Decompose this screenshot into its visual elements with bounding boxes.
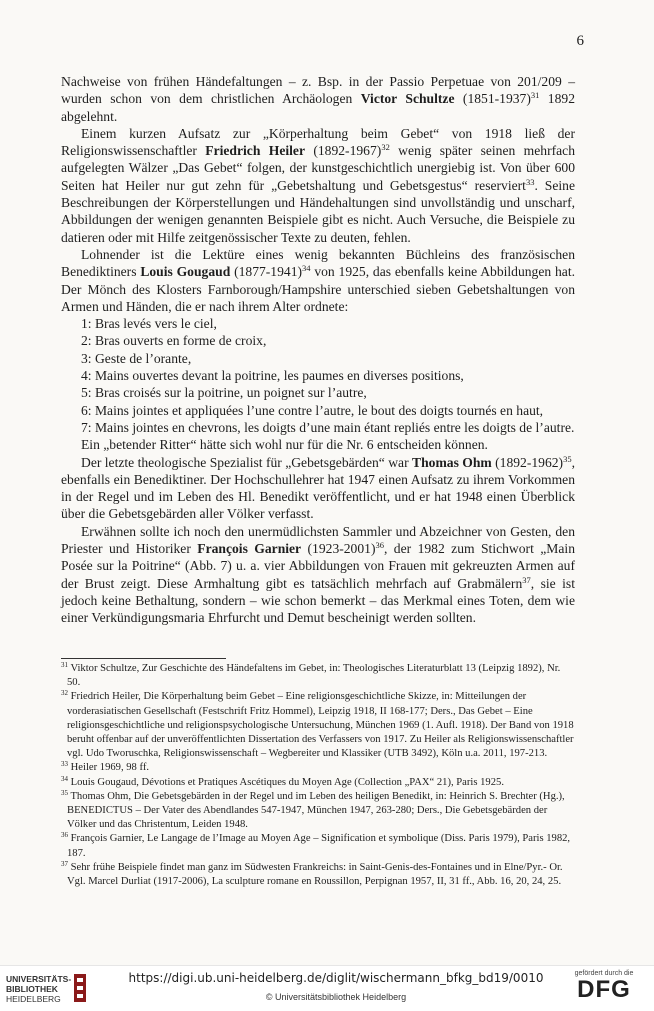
person-name: Friedrich Heiler — [205, 143, 305, 159]
list-item: 7: Mains jointes en chevrons, les doigts d’une main étant repliés entre les doigts de l’autre. — [81, 419, 575, 435]
list-conclusion: Ein „betender Ritter“ hätte sich wohl nur für die Nr. 6 entscheiden können. — [81, 437, 488, 453]
text-run: Lohnender ist die Lektüre eines wenig bekannten Büchleins des französischen Benediktiners — [61, 246, 575, 280]
text-run: Der letzte theologische Spezialist für „Gebetsgebärden“ war — [81, 454, 413, 470]
body-paragraph — [61, 246, 575, 454]
footnote-text: Sehr frühe Beispiele findet man ganz im Südwesten Frankreichs: in Saint-Genis-des-Fontaines und in Elne/Pyr.- Or. Vgl. Marcel Durliat (1917-2006), La sculpture romane en Roussillon, Perpignan 1957, II, 31 ff., Abb. 16, 20, 24, 25. — [67, 861, 563, 888]
text-run: , der 1982 zum Stichwort „Main Posée sur la Poitrine“ (Abb. 7) u. a. vier Abbildungen von Frauen mit gekreuzten Armen auf der Brust zeigt. Diese Armhaltung gibt es tatsächlich mehrfach auf Grabmälern — [61, 541, 575, 591]
person-name: Louis Gougaud — [140, 264, 231, 280]
dfg-wordmark: DFG — [577, 976, 631, 1003]
footnote-reference: 31 — [530, 90, 540, 101]
footnote — [61, 761, 575, 775]
footnotes — [61, 662, 575, 889]
text-run: wenig später seinen mehrfach aufgelegten Wälzer „Das Gebet“ folgen, der kunstgeschichtlich unergiebig ist. Von über 600 Seiten hat Heiler nur gut zehn für „Gebetshaltung und Gebetsgestus“ reserviert — [61, 143, 575, 193]
text-run: (1923-2001) — [301, 541, 376, 557]
footnote — [61, 690, 575, 761]
footnote-number: 33 — [61, 760, 68, 769]
list-item: 1: Bras levés vers le ciel, — [81, 316, 217, 332]
footnote-number: 32 — [61, 689, 68, 698]
footnote-reference: 34 — [302, 263, 311, 274]
footnote-number: 37 — [61, 859, 68, 868]
footnote-number: 35 — [61, 788, 68, 797]
footnote-reference: 32 — [381, 142, 390, 153]
footnote-separator — [61, 658, 226, 659]
library-emblem-icon — [72, 972, 88, 1004]
dfg-logo[interactable] — [564, 970, 644, 1003]
list-item: 2: Bras ouverts en forme de croix, — [81, 333, 267, 349]
page-number: 6 — [576, 33, 584, 49]
list-item: 4: Mains ouvertes devant la poitrine, les paumes en diverses positions, — [81, 368, 464, 384]
text-run: . Seine Beschreibungen der Körperstellungen und Händehaltungen sind unvollständig und unscharf, Abbildungen der wenigen genannten Beispiele gibt es nicht. Auch Versuche, die Beispiele zu datieren oder mit Hilfe zeitgenössischer Texte zu deuten, fehlen. — [61, 177, 576, 245]
person-name: François Garnier — [197, 541, 302, 557]
page-url-link[interactable]: https://digi.ub.uni-heidelberg.de/diglit/wischermann_bfkg_bd19/0010 — [128, 971, 544, 985]
funded-by-label: gefördert durch die — [574, 970, 634, 977]
footnote — [61, 861, 575, 889]
footnote — [61, 662, 575, 690]
body-paragraph — [61, 125, 575, 246]
text-run: von 1925, das ebenfalls keine Abbildungen hat. Der Mönch des Klosters Farnborough/Hampshire unterschied sieben Gebetshaltungen von Armen und Händen, die er nach ihrem Alter ordnete: — [61, 264, 575, 314]
list-item: 5: Bras croisés sur la poitrine, un poignet sur l’autre, — [81, 385, 367, 401]
text-run: , sie ist jedoch keine Bethaltung, sondern – wie schon bemerkt – das Merkmal eines Toten, dem wie einer Verkündigungsmaria Ehrfurcht und Demut bescheinigt werden sollten. — [61, 575, 575, 626]
body-text — [61, 73, 575, 627]
footnote-number: 34 — [61, 774, 68, 783]
footnote-text: Viktor Schultze, Zur Geschichte des Händefaltens im Gebet, in: Theologisches Literaturblatt 13 (Leipzig 1892), Nr. 50. — [67, 663, 561, 689]
footnote-reference: 37 — [522, 574, 531, 585]
text-run: , ebenfalls ein Benediktiner. Der Hochschullehrer hat 1947 einen Aufsatz zu ihrem Vorkommen in der Regel und im Leben des Hl. Benedikt veröffentlicht, und er hat 1948 einen Überblick über die Gebetsgebärden aller Völker verfasst. — [61, 454, 575, 522]
footnote-number: 36 — [61, 831, 68, 840]
text-run: (1892-1962) — [491, 454, 564, 470]
list-item: 6: Mains jointes et appliquées l’une contre l’autre, le bout des doigts tournés en haut, — [81, 402, 544, 418]
footnote-number: 31 — [61, 661, 68, 669]
library-name-line1: UNIVERSITÄTS- — [6, 974, 72, 984]
viewer-footer — [0, 965, 654, 1011]
footnote-reference: 36 — [375, 540, 384, 551]
footnote-text: François Garnier, Le Langage de l’Image au Moyen Age – Signification et symbolique (Diss. Paris 1979), Paris 1982, 187. — [67, 833, 571, 859]
text-run: (1877-1941) — [230, 264, 303, 280]
footnote-text: Thomas Ohm, Die Gebetsgebärden in der Regel und im Leben des heiligen Benedikt, in: Heinrich S. Brechter (Hg.), BENEDICTUS – Der Vater des Abendlandes 547-1947, München 1947, 263-280; Ders., Die Gebetsgebärden der Völker und das Christentum, Leiden 1948. — [67, 790, 565, 831]
body-paragraph — [61, 523, 575, 627]
text-run: Erwähnen sollte ich noch den unermüdlichsten Sammler und Abzeichner von Gesten, den Priester und Historiker — [61, 523, 575, 557]
footnote-reference: 33 — [525, 176, 535, 187]
person-name: Victor Schultze — [360, 91, 455, 107]
footnote-text: Louis Gougaud, Dévotions et Pratiques Ascétiques du Moyen Age (Collection „PAX“ 21), Paris 1925. — [68, 776, 504, 788]
footnote-text: Heiler 1969, 98 ff. — [68, 762, 150, 774]
footnote — [61, 776, 575, 790]
footnote — [61, 832, 575, 860]
footnote-text: Friedrich Heiler, Die Körperhaltung beim Gebet – Eine religionsgeschichtliche Skizze, in: Mitteilungen der vorderasiatischen Gesellschaft (Festschrift Fritz Hommel), Leipzig 1918, II 168-177; Ders., Das Gebet – Eine religionsgeschichtliche und religionspsychologische Untersuchung, München 1969 (1. Aufl. 1918). Der Band von 1918 beruht offenbar auf der unveröffentlichten Dissertation des Verfassers von 1917. Zu Heiler als Religionswissenschaftler vgl. Udo Tworuschka, Religionswissenschaft – Wegbereiter und Klassiker (UTB 3492), Köln u.a. 2011, 197-213. — [67, 691, 574, 760]
text-run: Einem kurzen Aufsatz zur „Körperhaltung beim Gebet“ von 1918 ließ der Religionswissenschaftler — [61, 125, 575, 159]
footnote — [61, 790, 575, 833]
library-name-line3: HEIDELBERG — [6, 994, 61, 1004]
copyright-notice: © Universitätsbibliothek Heidelberg — [265, 992, 407, 1002]
text-run: (1851-1937) — [454, 91, 531, 107]
body-paragraph — [61, 454, 575, 523]
text-run: 1892 abgelehnt. — [61, 91, 575, 124]
person-name: Thomas Ohm — [412, 454, 492, 470]
text-run: Nachweise von frühen Händefaltungen – z. Bsp. in der Passio Perpetuae von 201/209 – wurden schon von dem christlichen Archäologen — [61, 74, 575, 107]
body-paragraph — [61, 73, 575, 125]
footnote-reference: 35 — [563, 453, 572, 464]
library-name-line2: BIBLIOTHEK — [6, 984, 58, 994]
list-item: 3: Geste de l’orante, — [81, 350, 192, 366]
text-run: (1892-1967) — [304, 143, 382, 159]
